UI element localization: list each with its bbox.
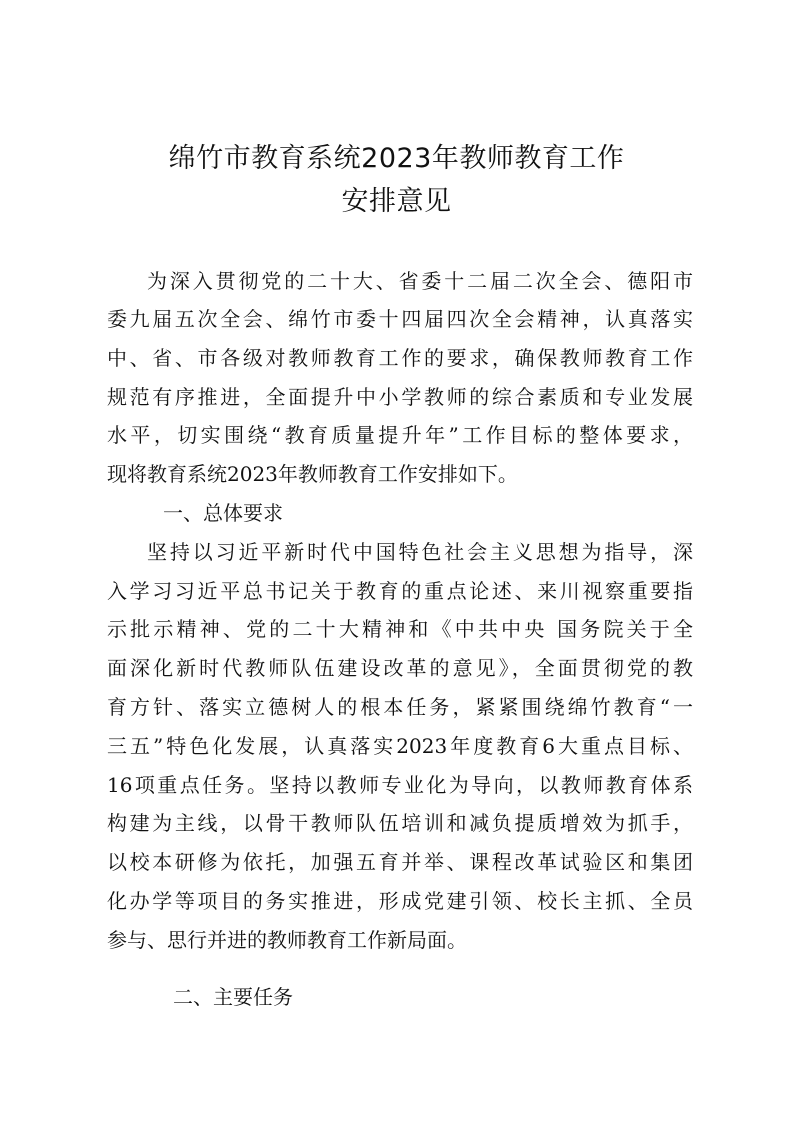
section-heading-main-tasks: 二、主要任务 — [173, 985, 293, 1009]
intro-line: 现将教育系统2023年教师教育工作安排如下。 — [107, 462, 518, 486]
section1-line: 三五”特色化发展，认真落实2023年度教育6大重点目标、 — [107, 734, 693, 758]
section1-line: 坚持以习近平新时代中国特色社会主义思想为指导，深 — [147, 540, 693, 564]
intro-line: 中、省、市各级对教师教育工作的要求，确保教师教育工作 — [107, 346, 693, 370]
intro-line: 委九届五次全会、绵竹市委十四届四次全会精神，认真落实 — [107, 307, 693, 331]
section1-line: 16项重点任务。坚持以教师专业化为导向，以教师教育体系 — [107, 773, 693, 797]
intro-line: 水平，切实围绕“教育质量提升年”工作目标的整体要求， — [107, 423, 693, 447]
section1-line: 参与、思行并进的教师教育工作新局面。 — [107, 928, 467, 952]
section-heading-overall-requirements: 一、总体要求 — [163, 501, 283, 525]
intro-line: 为深入贯彻党的二十大、省委十二届二次全会、德阳市 — [147, 269, 693, 293]
document-title-line-2: 安排意见 — [341, 186, 452, 217]
section1-line: 化办学等项目的务实推进，形成党建引领、校长主抓、全员 — [107, 889, 693, 913]
section1-line: 面深化新时代教师队伍建设改革的意见》，全面贯彻党的教 — [107, 656, 693, 680]
section1-line: 构建为主线，以骨干教师队伍培训和减负提质增效为抓手， — [107, 811, 693, 835]
section1-line: 育方针、落实立德树人的根本任务，紧紧围绕绵竹教育“一 — [107, 695, 693, 719]
section1-line: 以校本研修为依托，加强五育并举、课程改革试验区和集团 — [107, 850, 693, 874]
intro-line: 规范有序推进，全面提升中小学教师的综合素质和专业发展 — [107, 385, 693, 409]
document-title-line-1: 绵竹市教育系统2023年教师教育工作 — [168, 143, 625, 174]
section1-line: 示批示精神、党的二十大精神和《中共中央 国务院关于全 — [107, 617, 693, 641]
section1-line: 入学习习近平总书记关于教育的重点论述、来川视察重要指 — [107, 579, 693, 603]
